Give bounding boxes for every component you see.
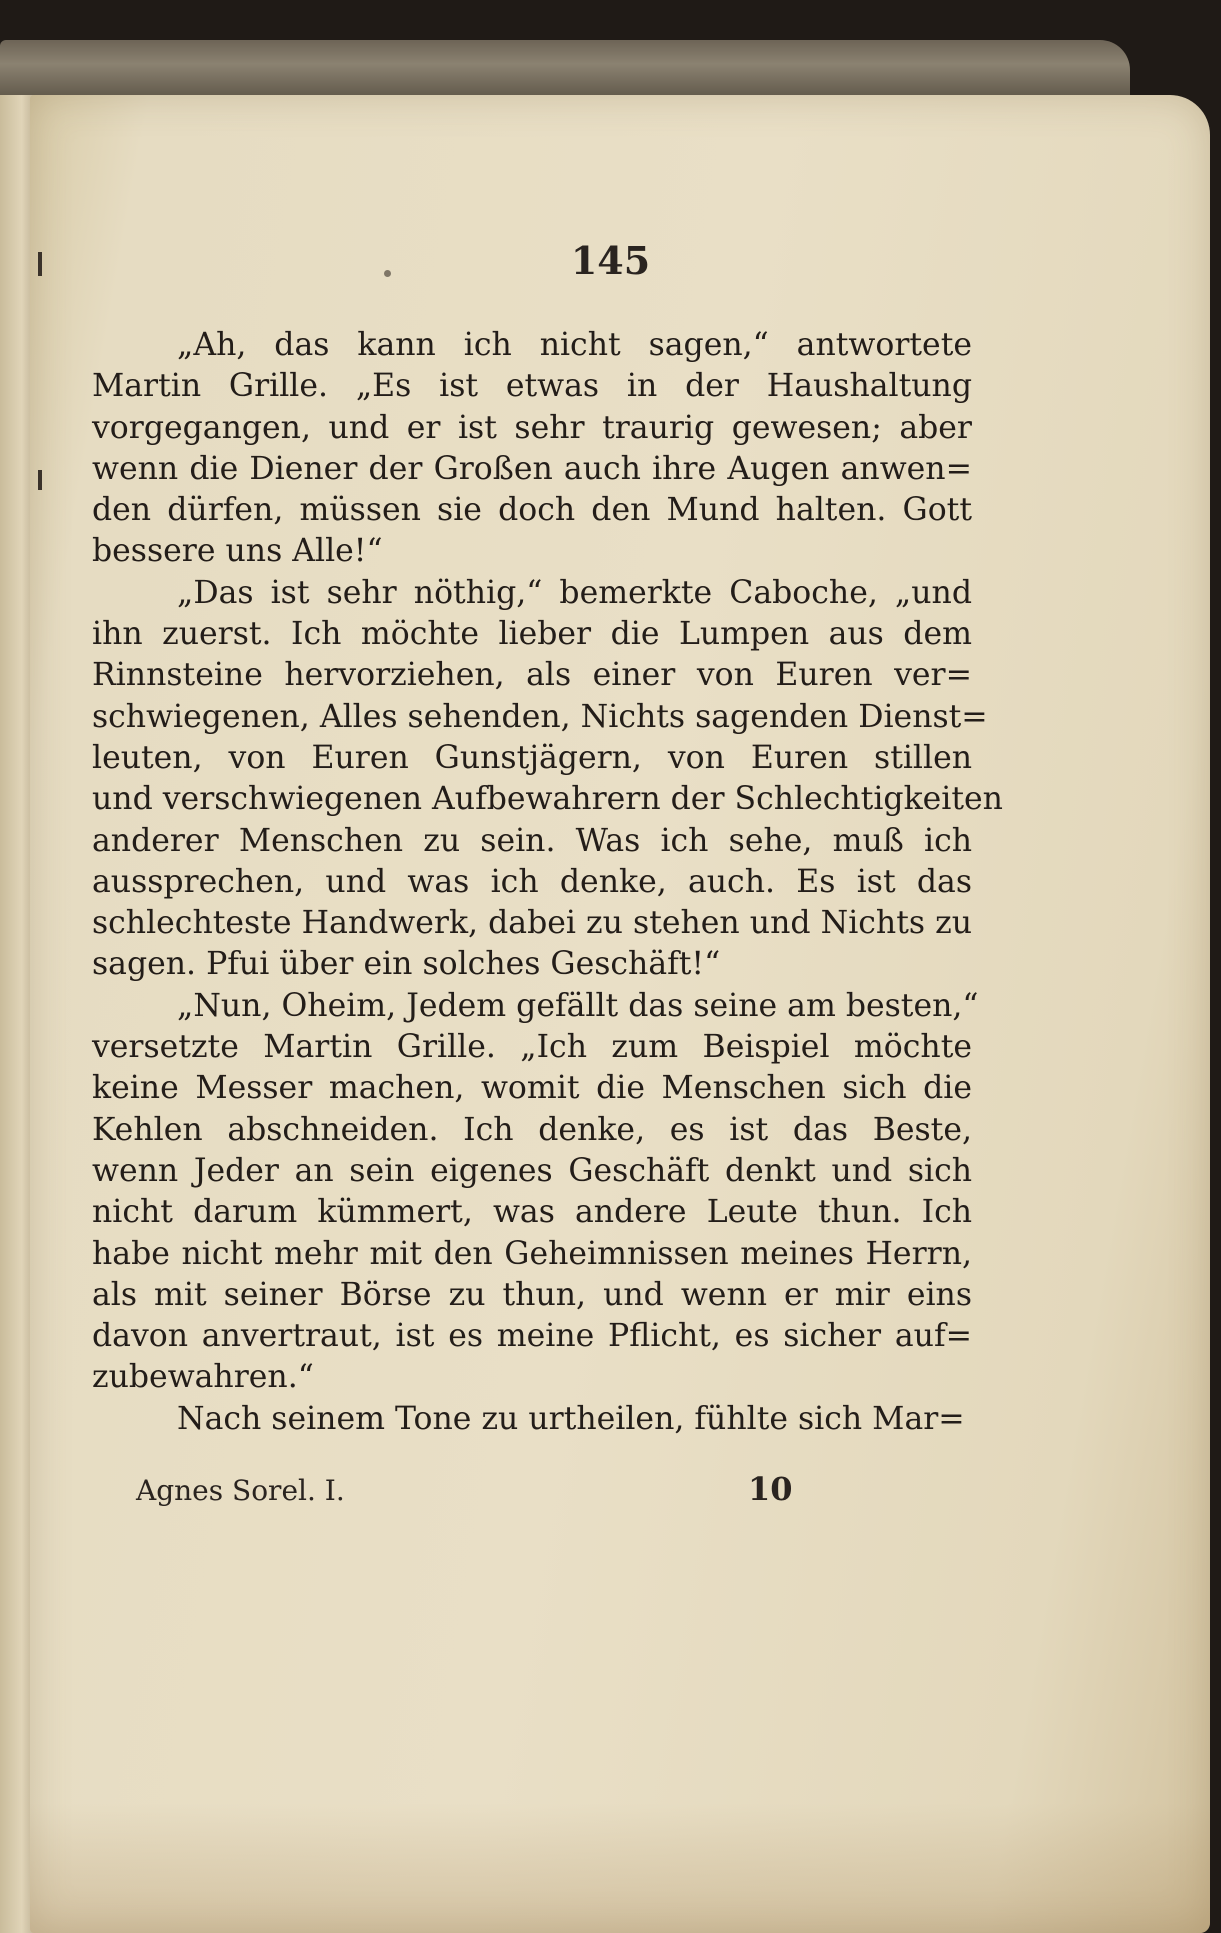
text-line: „Das ist sehr nöthig,“ bemerkte Caboche, „und [177, 574, 972, 611]
paragraph [92, 1399, 972, 1440]
text-line: habe nicht mehr mit den Geheimnissen meines Herrn, [92, 1235, 972, 1272]
paragraph [92, 573, 1003, 986]
text-line: den dürfen, müssen sie doch den Mund halten. Gott [92, 492, 972, 529]
text-line: Nach seinem Tone zu urtheilen, fühlte sich Mar= [177, 1400, 965, 1437]
text-line: Martin Grille. „Es ist etwas in der Haushaltung [92, 368, 972, 405]
text-line: vorgegangen, und er ist sehr traurig gewesen; aber [92, 409, 972, 446]
text-line: sagen. Pfui über ein solches Geschäft!“ [92, 946, 721, 983]
paragraph [92, 325, 972, 573]
text-line: keine Messer machen, womit die Menschen sich die [92, 1070, 972, 1107]
text-line: schwiegenen, Alles sehenden, Nichts sagenden Dienst= [92, 698, 988, 735]
text-line: und verschwiegenen Aufbewahrern der Schlechtigkeiten [92, 781, 1003, 818]
paragraph [92, 986, 979, 1399]
text-line: Rinnsteine hervorziehen, als einer von Euren ver= [92, 657, 972, 694]
margin-mark [38, 470, 42, 490]
text-line: wenn Jeder an sein eigenes Geschäft denkt und sich [92, 1152, 972, 1189]
text-line: anderer Menschen zu sein. Was ich sehe, muß ich [92, 822, 972, 859]
text-line: leuten, von Euren Gunstjägern, von Euren stillen [92, 739, 972, 776]
text-line: als mit seiner Börse zu thun, und wenn er mir eins [92, 1276, 972, 1313]
text-line: bessere uns Alle!“ [92, 533, 383, 570]
body-text [92, 325, 1003, 1440]
text-line: „Nun, Oheim, Jedem gefällt das seine am besten,“ [177, 987, 979, 1024]
text-line: wenn die Diener der Großen auch ihre Augen anwen= [92, 450, 972, 487]
page-footer [136, 1470, 956, 1514]
text-line: aussprechen, und was ich denke, auch. Es ist das [92, 863, 972, 900]
text-line: davon anvertraut, ist es meine Pflicht, es sicher auf= [92, 1318, 972, 1355]
book-spine-edge [0, 40, 1130, 100]
text-line: Kehlen abschneiden. Ich denke, es ist das Beste, [92, 1111, 972, 1148]
text-line: nicht darum kümmert, was andere Leute thun. Ich [92, 1194, 972, 1231]
text-line: zubewahren.“ [92, 1359, 314, 1396]
text-line: „Ah, das kann ich nicht sagen,“ antwortete [177, 327, 972, 363]
text-line: schlechteste Handwerk, dabei zu stehen und Nichts zu [92, 905, 972, 942]
text-line: ihn zuerst. Ich möchte lieber die Lumpen aus dem [92, 616, 972, 653]
signature-mark: Agnes Sorel. I. [136, 1474, 345, 1507]
sheet-number: 10 [748, 1470, 793, 1508]
page-number: 145 [570, 238, 651, 283]
text-line: versetzte Martin Grille. „Ich zum Beispiel möchte [92, 1029, 972, 1066]
